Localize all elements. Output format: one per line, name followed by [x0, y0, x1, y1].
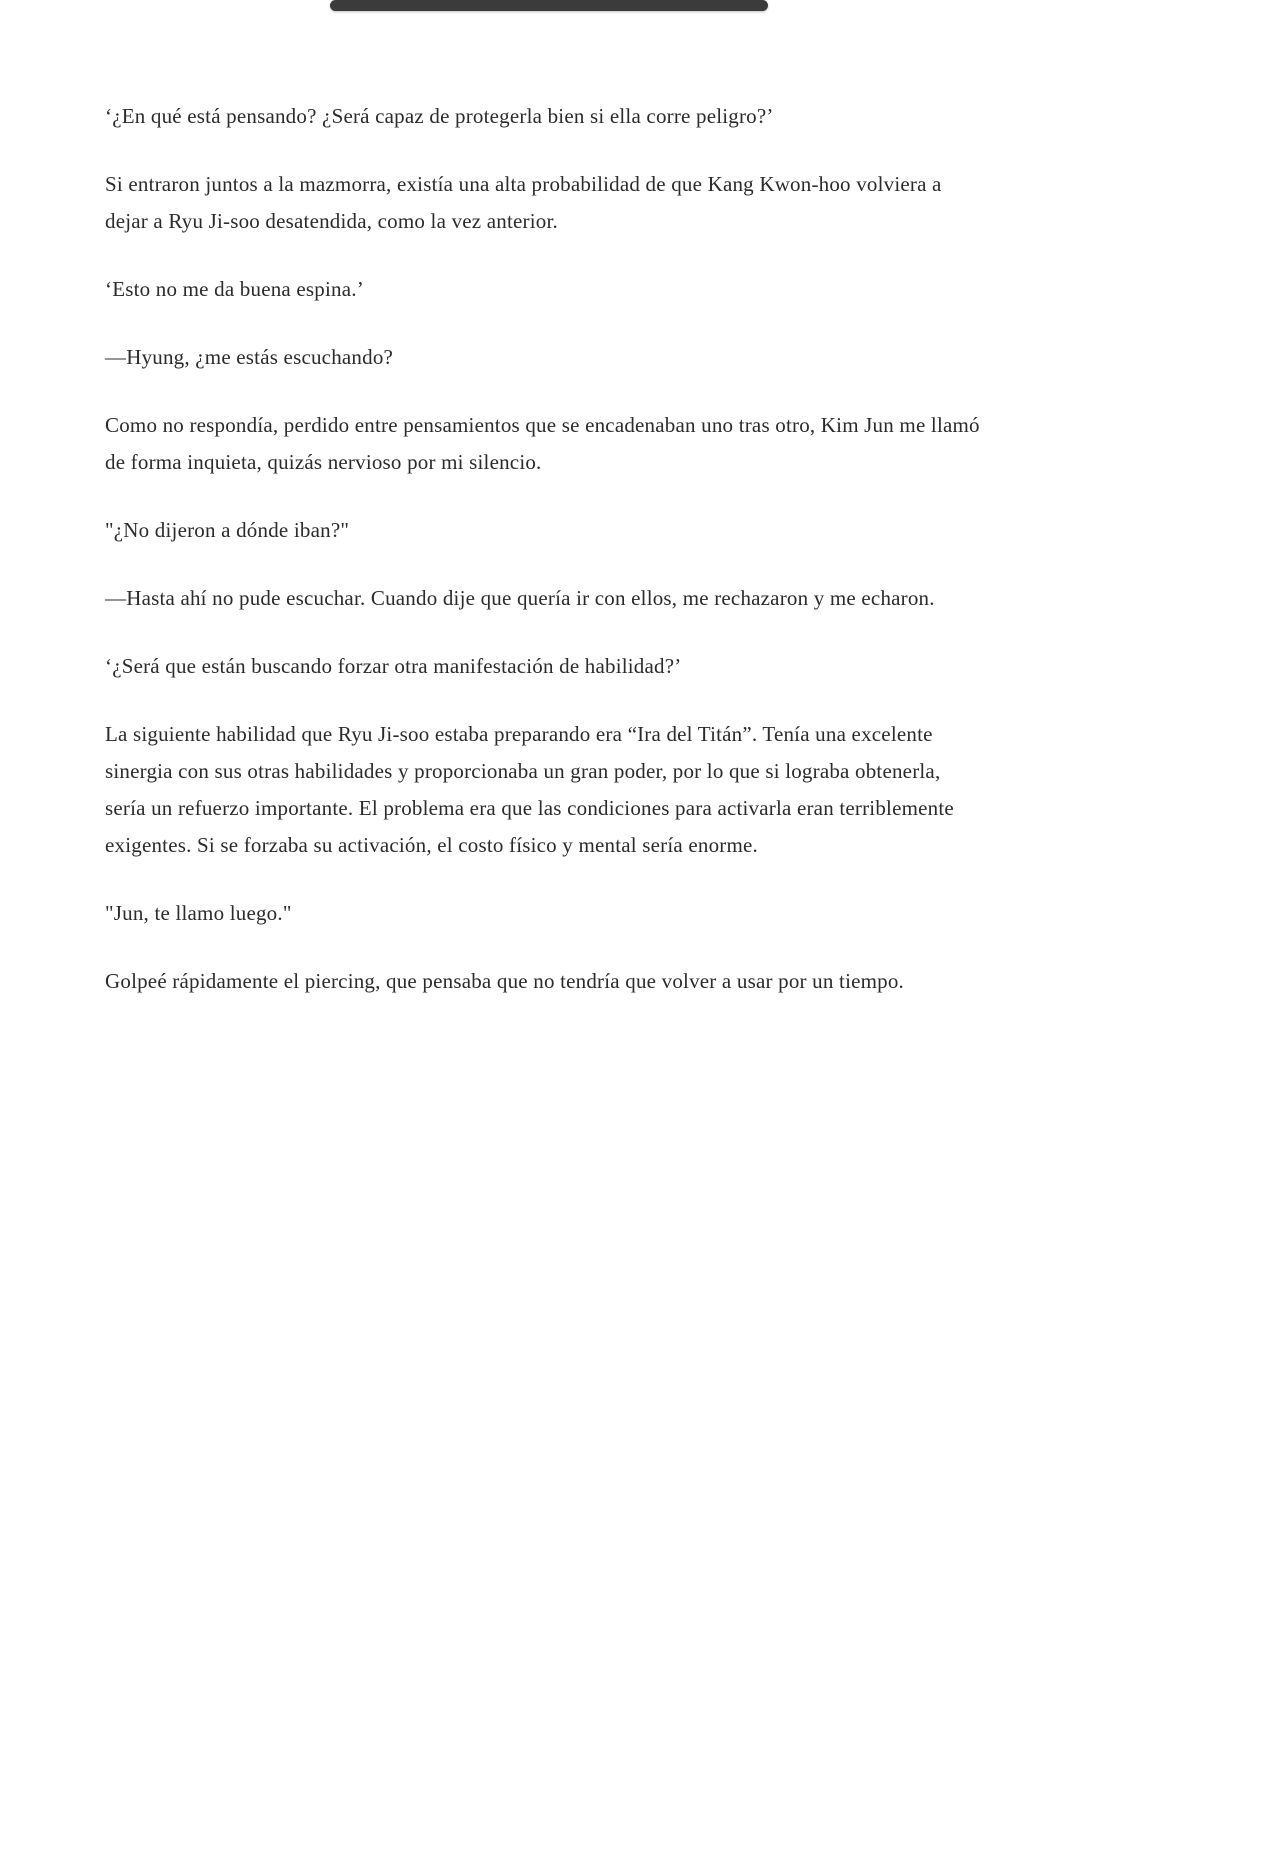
paragraph-narration: Como no respondía, perdido entre pensamientos que se encadenaban uno tras otro, Kim Jun me llamó de forma inquieta, quizás nervioso por mi silencio.	[105, 413, 980, 474]
top-handle-bar	[330, 0, 768, 11]
paragraph-narration: La siguiente habilidad que Ryu Ji-soo estaba preparando era “Ira del Titán”. Tenía una excelente sinergia con sus otras habilidades y proporcionaba un gran poder, por lo que si lograba obtenerla, sería un refuerzo importante. El problema era que las condiciones para activarla eran terriblemente exigentes. Si se forzaba su activación, el costo físico y mental sería enorme.	[105, 722, 954, 857]
paragraph-narration: Si entraron juntos a la mazmorra, existía una alta probabilidad de que Kang Kwon-hoo volviera a dejar a Ryu Ji-soo desatendida, como la vez anterior.	[105, 172, 942, 233]
paragraph-dialogue: "Jun, te llamo luego."	[105, 901, 292, 925]
paragraph-inner-thought: ‘¿En qué está pensando? ¿Será capaz de protegerla bien si ella corre peligro?’	[105, 104, 774, 128]
paragraph-narration: Golpeé rápidamente el piercing, que pensaba que no tendría que volver a usar por un tiempo.	[105, 969, 905, 993]
paragraph-dialogue: —Hyung, ¿me estás escuchando?	[105, 345, 394, 369]
paragraph-dialogue: "¿No dijeron a dónde iban?"	[105, 518, 350, 542]
paragraph-inner-thought: ‘¿Será que están buscando forzar otra manifestación de habilidad?’	[105, 654, 682, 678]
paragraph-inner-thought: ‘Esto no me da buena espina.’	[105, 277, 364, 301]
paragraph-dialogue: —Hasta ahí no pude escuchar. Cuando dije que quería ir con ellos, me rechazaron y me echaron.	[105, 586, 935, 610]
reader-content	[105, 98, 980, 1031]
